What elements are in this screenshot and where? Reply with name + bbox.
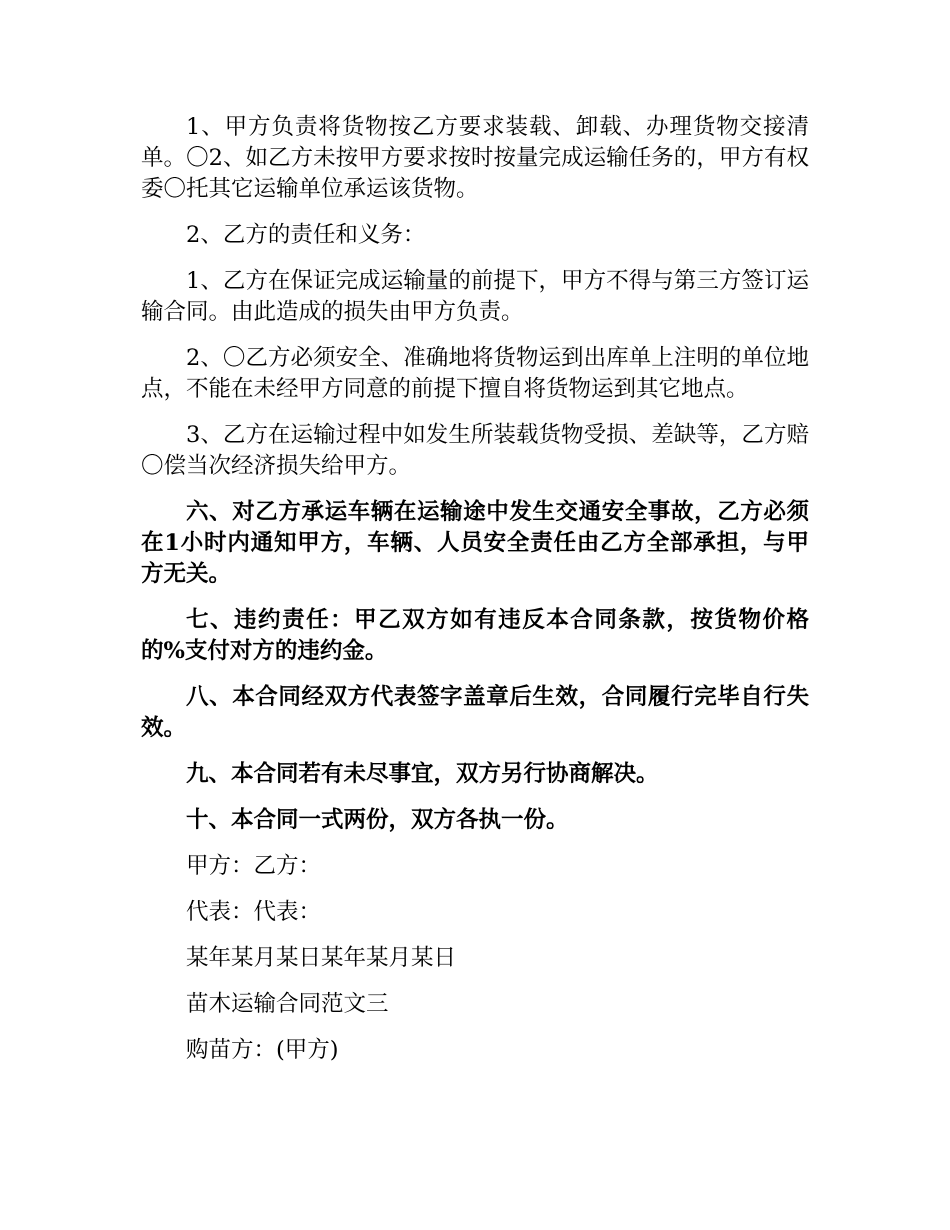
clause-seven: 七、违约责任：甲乙双方如有违反本合同条款，按货物价格的%支付对方的违约金。 [141,607,809,664]
clause-paragraph: 3、乙方在运输过程中如发生所装载货物受损、差缺等，乙方赔〇偿当次经济损失给甲方。 [141,422,809,479]
clause-paragraph: 1、甲方负责将货物按乙方要求装载、卸载、办理货物交接清单。〇2、如乙方未按甲方要求按时按量完成运输任务的，甲方有权委〇托其它运输单位承运该货物。 [141,114,809,202]
signature-parties: 甲方：乙方： [186,853,322,879]
clause-ten: 十、本合同一式两份，双方各执一份。 [186,807,569,833]
document-title: 苗木运输合同范文三 [186,991,389,1017]
buyer-party: 购苗方：(甲方) [186,1037,339,1063]
section-heading: 2、乙方的责任和义务： [186,222,426,248]
signature-dates: 某年某月某日某年某月某日 [186,945,457,971]
signature-representatives: 代表：代表： [186,899,322,925]
clause-eight: 八、本合同经双方代表签字盖章后生效，合同履行完毕自行失效。 [141,684,809,741]
clause-nine: 九、本合同若有未尽事宜，双方另行协商解决。 [186,761,659,787]
document-body [141,112,809,1081]
clause-paragraph: 2、〇乙方必须安全、准确地将货物运到出库单上注明的单位地点，不能在未经甲方同意的前提下擅自将货物运到其它地点。 [141,345,809,402]
clause-paragraph: 1、乙方在保证完成运输量的前提下，甲方不得与第三方签订运输合同。由此造成的损失由甲方负责。 [141,268,809,325]
clause-six: 六、对乙方承运车辆在运输途中发生交通安全事故，乙方必须在1小时内通知甲方，车辆、人员安全责任由乙方全部承担，与甲方无关。 [141,499,809,587]
